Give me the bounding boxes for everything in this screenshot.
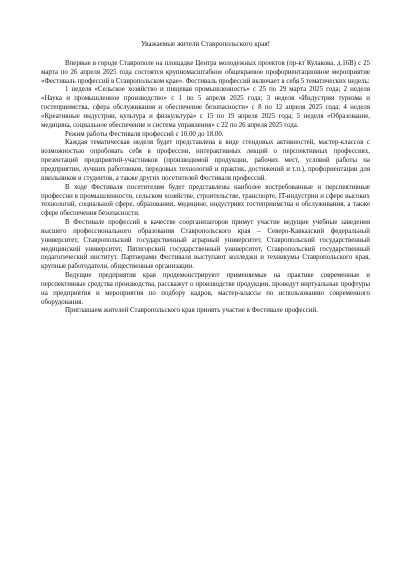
weeks-schedule-paragraph: 1 неделя «Сельское хозяйство и пищевая промышленность» с 25 по 29 марта 2025 года; 2 неделя «Наука и промышленное производство» с 1 по 5 апреля 2025 года; 3 неделя «Индустрия туризма и гостеприимства, сфера обслуживания и обеспечение безопасности» с 8 по 12 апреля 2025 года; 4 неделя «Креативные индустрии, культура и физкультура» с 15 по 19 апреля 2025 года; 5 неделя «Образование, медицина, социальное обеспечение и система управления» с 22 по 26 апреля 2025 года.: [41, 86, 370, 129]
document-title: Уважаемые жители Ставропольского края!: [140, 40, 271, 48]
working-hours-paragraph: Режим работы Фестиваля профессий с 10.00 до 18.00.: [65, 130, 224, 138]
intro-paragraph: Впервые в городе Ставрополе на площадке Центра молодежных проектов (пр-кт Кулакова, д.16В) с 25 марта по 26 апреля 2025 года состоятся крупномасштабное общекраевое профориентационное мероприятие «Фестиваль профессий в Ставропольском крае». Фестиваль профессий включает в себя 5 тематических недель:: [41, 59, 370, 85]
organizers-paragraph: В Фестивале профессий в качестве соорганизаторов примут участие ведущие учебные заведения высшего профессионального образования Ставропольского края – Северо-Кавказский федеральный университет, Ставропольский государственный аграрный университет, Ставропольский государственный медицинский университет, Пятигорский государственный университет, Ставропольский государственный педагогический институт. Партнерами Фестиваля выступают колледжи и техникумы Ставропольского края, крупные работодатели, общественные организации.: [41, 219, 370, 271]
invitation-paragraph: Приглашаем жителей Ставропольского края принять участие в Фестивале профессий.: [65, 307, 318, 315]
enterprises-paragraph: Ведущие предприятия края продемонстрируют применяемые на практике современные и перспективные средства производства, расскажут о производстве продукции, проведут виртуальные профтуры на предприятия и мероприятия по подбору кадров, мастер-классы по использованию современного оборудования.: [41, 272, 370, 306]
professions-paragraph: В ходе Фестиваля посетителям будет представлены наиболее востребованные и перспективные профессии в промышленности, сельском хозяйстве, строительстве, транспорте, IT-индустрии и сфере высоких технологий, социальной сфере, образовании, медицине, индустриях гостеприимства и обслуживания, а также сфере обеспечения безопасности.: [41, 183, 370, 218]
activities-paragraph: Каждая тематическая неделя будет представлена в виде стендовых активностей, мастер-классов с возможностью опробовать себя в профессии, интерактивных лекций о перспективных профессиях, презентаций предприятий-участников (производимой продукции, рабочих мест, условий работы на предприятии, лучших работников, передовых технологий и практик, достижений и т.п.), профориентации для школьников и студентов, а также других посетителей Фестиваля профессий.: [41, 139, 370, 182]
